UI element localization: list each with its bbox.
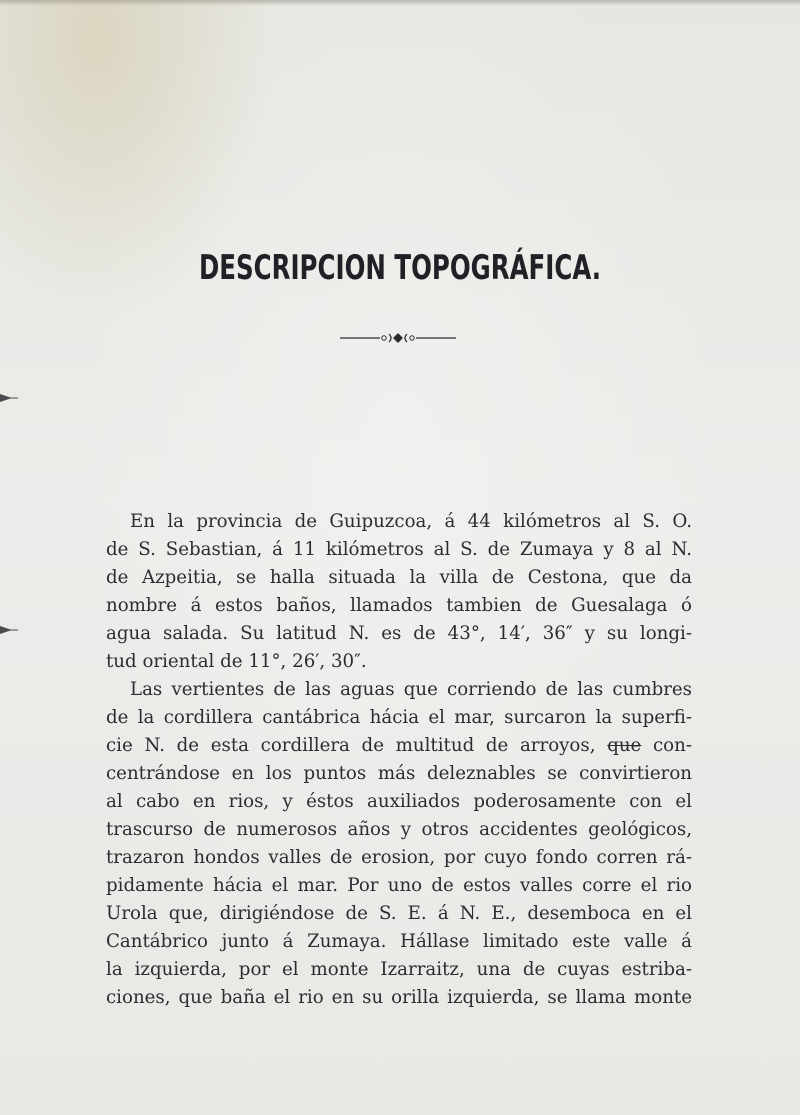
- text-line: tud oriental de 11°, 26′, 30″.: [106, 651, 367, 672]
- text-line: trascurso de numerosos años y otros accidentes geológicos,: [106, 819, 692, 840]
- text-line: pidamente hácia el mar. Por uno de estos valles corre el rio: [106, 875, 692, 896]
- text-line-end: con-: [653, 735, 692, 756]
- text-line: trazaron hondos valles de erosion, por cuyo fondo corren rá-: [106, 847, 692, 868]
- ornament-rule-icon: [340, 330, 456, 346]
- paragraph-1: [106, 508, 692, 676]
- text-line: de la cordillera cantábrica hácia el mar, surcaron la superfi-: [106, 707, 692, 728]
- text-line: de S. Sebastian, á 11 kilómetros al S. de Zumaya y 8 al N.: [106, 539, 692, 560]
- margin-mark-icon: [0, 392, 18, 404]
- body-text: [106, 508, 692, 1012]
- text-line: Cantábrico junto á Zumaya. Hállase limitado este valle á: [106, 931, 692, 952]
- text-line: de Azpeitia, se halla situada la villa de Cestona, que da: [106, 567, 692, 588]
- text-line: En la provincia de Guipuzcoa, á 44 kilómetros al S. O.: [130, 511, 692, 532]
- text-line: al cabo en rios, y éstos auxiliados poderosamente con el: [106, 791, 692, 812]
- text-line: ciones, que baña el rio en su orilla izquierda, se llama monte: [106, 987, 692, 1008]
- page-title: DESCRIPCION TOPOGRÁFICA.: [198, 248, 602, 288]
- text-line-with-strike: [106, 732, 692, 760]
- text-line: nombre á estos baños, llamados tambien de Guesalaga ó: [106, 595, 692, 616]
- text-line: la izquierda, por el monte Izarraitz, una de cuyas estriba-: [106, 959, 692, 980]
- paragraph-2: [106, 676, 692, 1012]
- title-ornament: [340, 330, 456, 346]
- page-top-edge: [0, 0, 800, 6]
- text-line: Las vertientes de las aguas que corriendo de las cumbres: [130, 679, 692, 700]
- struck-word: que: [607, 735, 642, 756]
- text-line: centrándose en los puntos más deleznables se convirtieron: [106, 763, 692, 784]
- text-line-start: cie N. de esta cordillera de multitud de arroyos,: [106, 735, 596, 756]
- text-line: agua salada. Su latitud N. es de 43°, 14′, 36″ y su longi-: [106, 623, 692, 644]
- margin-mark-icon: [0, 624, 18, 636]
- text-line: Urola que, dirigiéndose de S. E. á N. E., desemboca en el: [106, 903, 692, 924]
